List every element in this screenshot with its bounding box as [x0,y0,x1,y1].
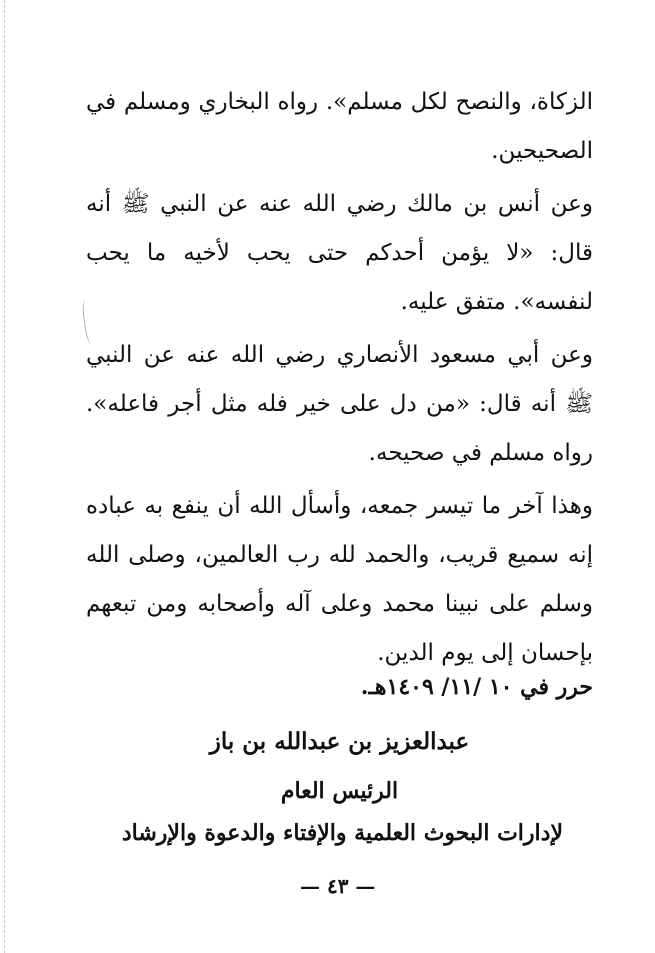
paragraph-1: الزكاة، والنصح لكل مسلم». رواه البخاري ومسلم في الصحيحين. [86,89,593,164]
date-line: حرر في ١٠ /١١/ ١٤٠٩هـ. [360,674,593,700]
paragraph-2: وعن أنس بن مالك رضي الله عنه عن النبي ﷺ أنه قال: «لا يؤمن أحدكم حتى يحب لأخيه ما يحب لنفسه». متفق عليه. [86,191,593,315]
signatory-title: الرئيس العام [280,778,399,804]
paragraph-4: وهذا آخر ما تيسر جمعه، وأسأل الله أن ينفع به عباده إنه سميع قريب، والحمد لله رب العالمين، وصلى الله وسلم على نبينا محمد وعلى آله وأصحابه ومن تبعهم بإحسان إلى يوم الدين. [86,493,593,666]
paragraph-3: وعن أبي مسعود الأنصاري رضي الله عنه عن النبي ﷺ أنه قال: «من دل على خير فله مثل أجر فاعله». رواه مسلم في صحيحه. [86,342,593,466]
page-edge-rule [4,0,5,953]
signatory-name: عبدالعزيز بن عبدالله بن باز [209,728,470,755]
signatory-organization: لإدارات البحوث العلمية والإفتاء والدعوة والإرشاد [121,820,563,846]
page-number: — ٤٣ — [300,874,376,898]
